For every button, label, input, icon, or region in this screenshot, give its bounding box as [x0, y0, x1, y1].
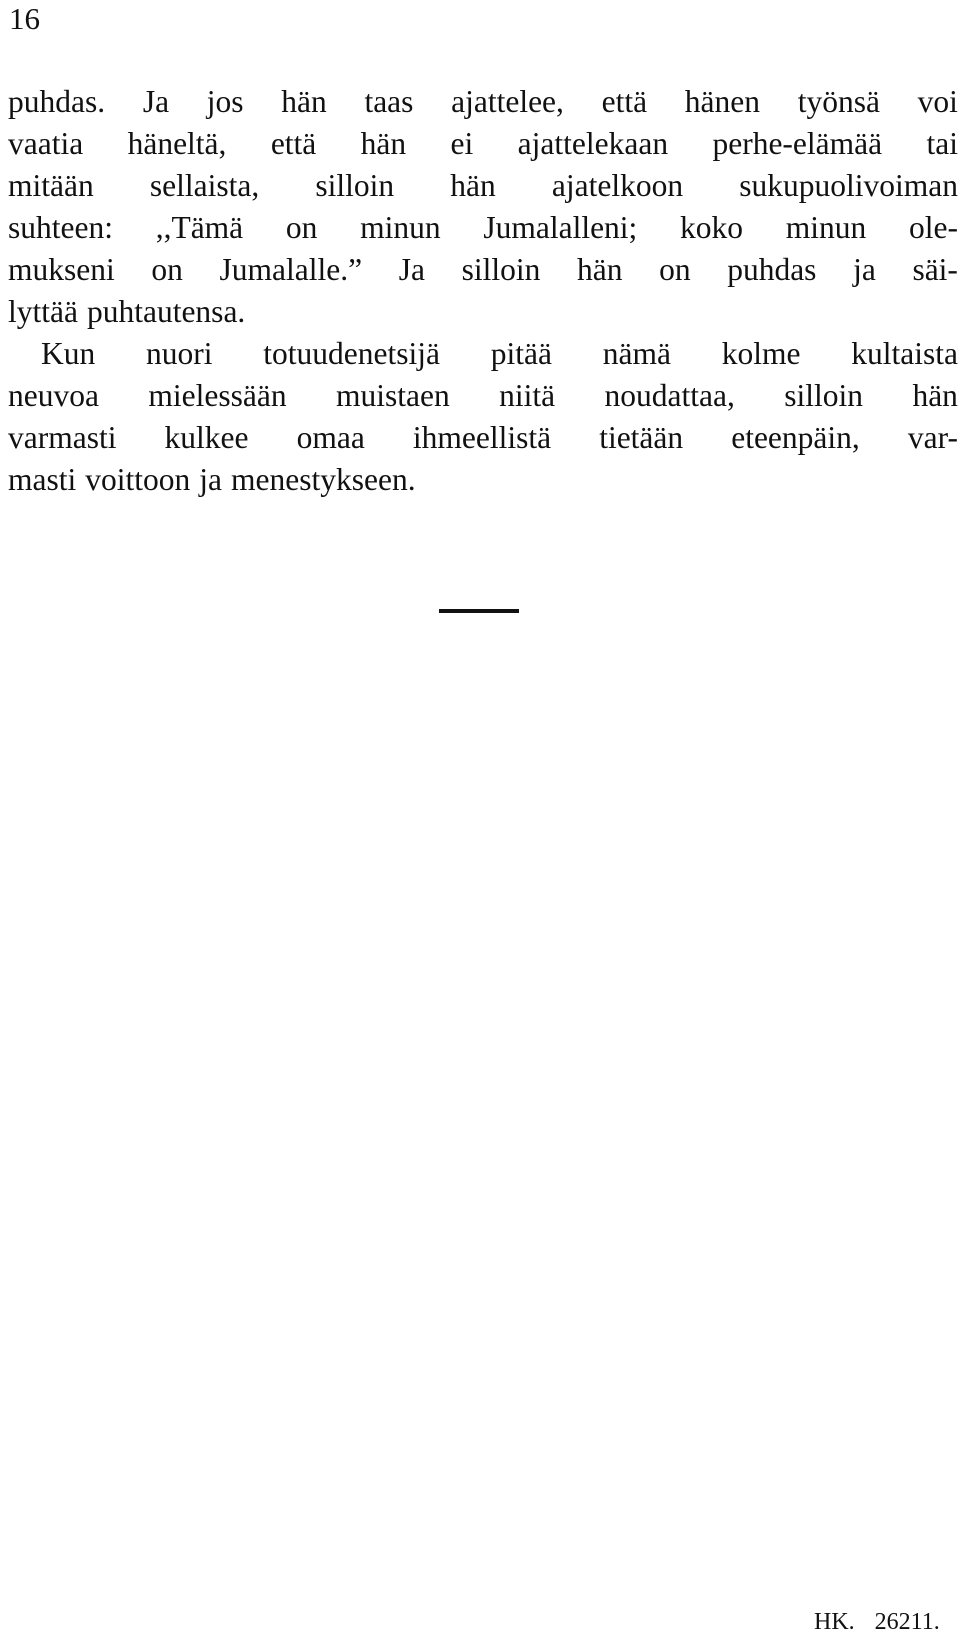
word: taas: [364, 84, 414, 119]
word: mitään: [8, 168, 94, 203]
word: hän: [576, 252, 623, 287]
word: noudattaa,: [604, 378, 735, 413]
word: jos: [206, 84, 244, 119]
word: neuvoa: [8, 378, 99, 413]
word: kultaista: [851, 336, 958, 371]
word: Jumalalle.”: [219, 252, 363, 287]
word: ,,Tämä: [155, 210, 244, 245]
text-line: [8, 207, 958, 249]
word: hän: [281, 84, 327, 119]
word: mukseni: [8, 252, 115, 287]
word: ja: [853, 252, 876, 287]
word: tai: [926, 126, 958, 161]
word: voittoon: [85, 462, 191, 497]
word: Kun: [41, 336, 96, 371]
word: silloin: [461, 252, 541, 287]
word: var-: [907, 420, 958, 455]
word: puhtautensa.: [86, 294, 246, 329]
word: ajattelekaan: [517, 126, 669, 161]
word: hänen: [684, 84, 761, 119]
word: tietään: [599, 420, 684, 455]
page-number: 16: [9, 1, 40, 36]
word: ei: [450, 126, 474, 161]
word: hän: [450, 168, 496, 203]
word: Jumalalleni;: [483, 210, 638, 245]
text-line: [8, 417, 958, 459]
word: silloin: [315, 168, 395, 203]
word: kulkee: [164, 420, 249, 455]
word: minun: [360, 210, 441, 245]
word: vaatia: [8, 126, 84, 161]
word: nämä: [602, 336, 671, 371]
section-divider: [439, 609, 519, 613]
word: ja: [199, 462, 222, 497]
word: häneltä,: [127, 126, 227, 161]
word: masti: [8, 462, 77, 497]
word: puhdas: [727, 252, 817, 287]
word: totuudenetsijä: [263, 336, 440, 371]
text-line: [8, 333, 958, 375]
word: säi-: [912, 252, 958, 287]
word: voi: [917, 84, 958, 119]
word: Ja: [142, 84, 170, 119]
word: että: [601, 84, 648, 119]
word: omaa: [296, 420, 365, 455]
text-line: [8, 81, 958, 123]
word: ajatelkoon: [551, 168, 684, 203]
word: silloin: [784, 378, 864, 413]
word: lyttää: [8, 294, 78, 329]
text-line: [8, 291, 958, 333]
word: hän: [912, 378, 958, 413]
word: että: [270, 126, 317, 161]
word: pitää: [490, 336, 552, 371]
word: perhe-elämää: [712, 126, 883, 161]
word: kolme: [721, 336, 801, 371]
word: ihmeellistä: [412, 420, 552, 455]
text-line: [8, 123, 958, 165]
word: varmasti: [8, 420, 117, 455]
word: Ja: [398, 252, 425, 287]
word: ajattelee,: [451, 84, 564, 119]
word: muistaen: [335, 378, 450, 413]
word: ole-: [908, 210, 958, 245]
word: niitä: [499, 378, 556, 413]
word: nuori: [146, 336, 213, 371]
word: on: [151, 252, 183, 287]
word: eteenpäin,: [731, 420, 860, 455]
word: mielessään: [148, 378, 287, 413]
text-line: [8, 459, 958, 501]
text-line: [8, 375, 958, 417]
word: puhdas.: [8, 84, 106, 119]
word: on: [659, 252, 691, 287]
text-line: [8, 165, 958, 207]
word: työnsä: [797, 84, 880, 119]
word: sellaista,: [149, 168, 260, 203]
printer-mark: HK. 26211.: [814, 1609, 940, 1635]
word: sukupuolivoiman: [739, 168, 958, 203]
word: koko: [680, 210, 744, 245]
word: menestykseen.: [231, 462, 416, 497]
text-line: [8, 249, 958, 291]
body-text: [8, 81, 958, 501]
word: minun: [785, 210, 867, 245]
word: hän: [360, 126, 407, 161]
word: suhteen:: [8, 210, 113, 245]
word: on: [285, 210, 318, 245]
